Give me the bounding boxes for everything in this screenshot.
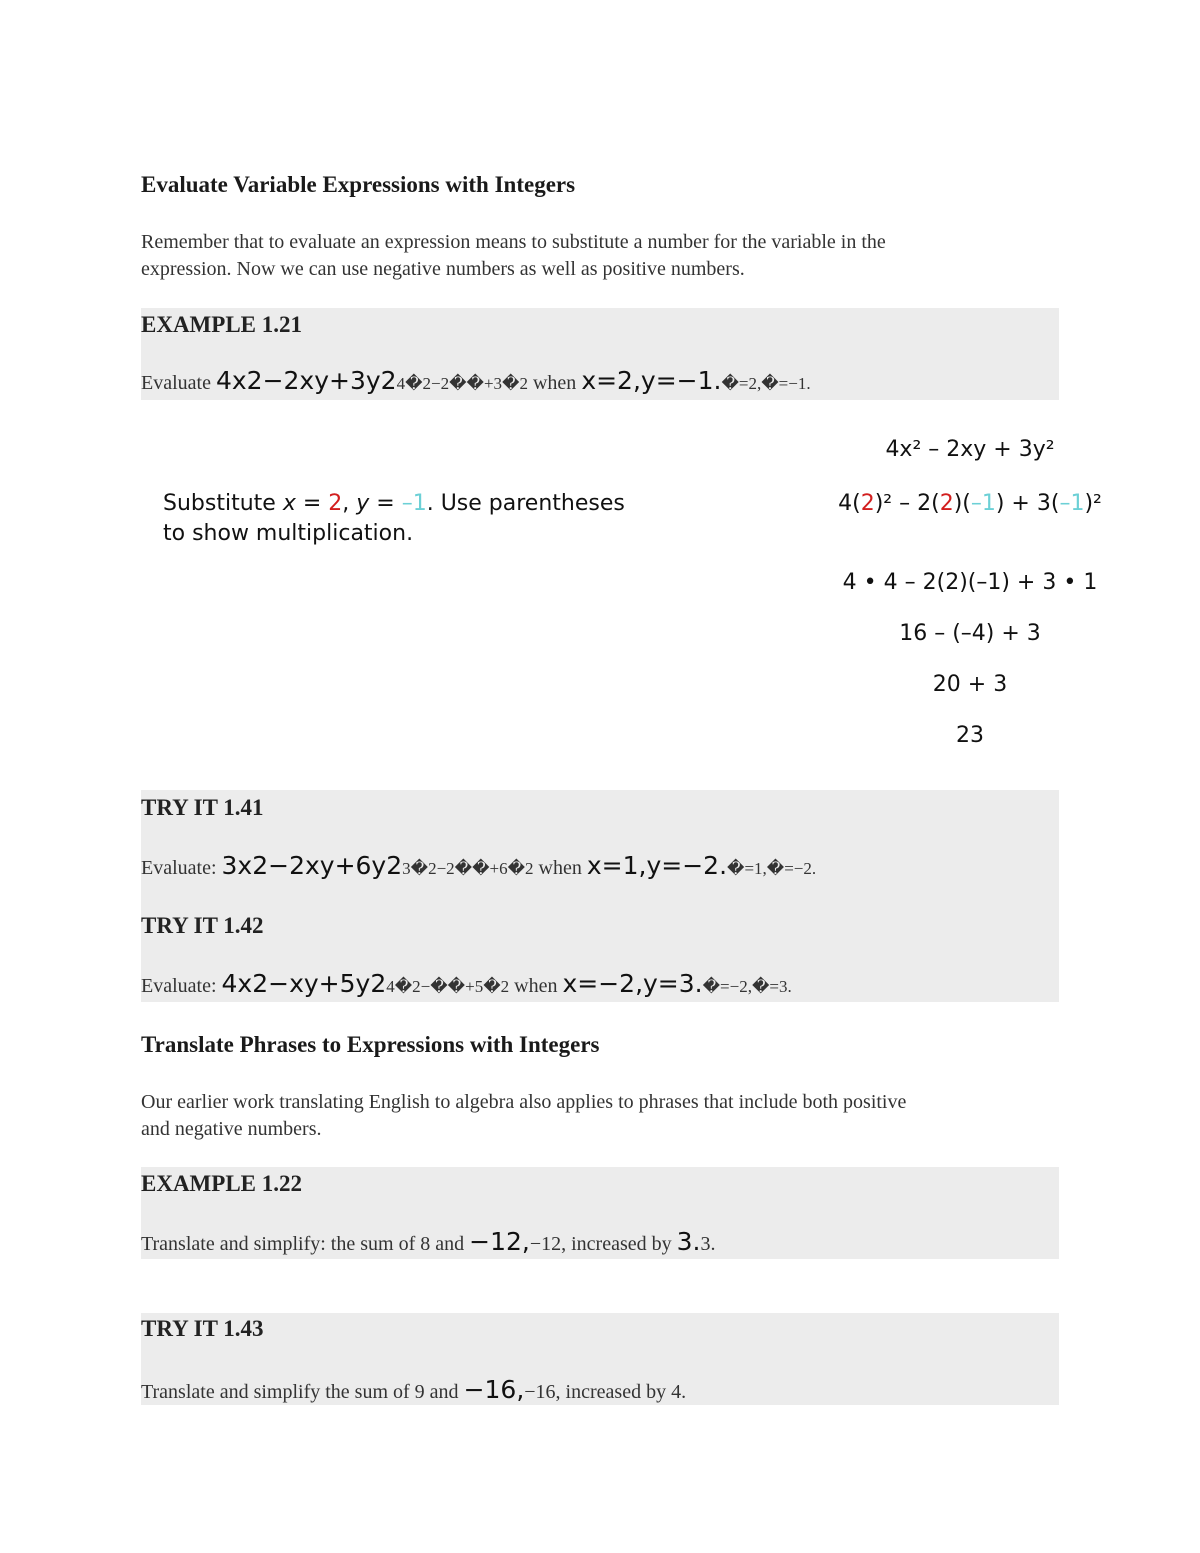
solution-step-1: 4x² – 2xy + 3y²	[885, 437, 1055, 462]
example-box-1-22	[141, 1167, 1059, 1259]
math-condition: x=2,y=−1.	[581, 366, 722, 395]
problem-text: −12, increased by	[529, 1233, 672, 1255]
math-fallback-text: �=1,�=−2.	[727, 859, 817, 878]
problem-text: Translate and simplify the sum of 9 and	[141, 1381, 459, 1403]
problem-text: Translate and simplify: the sum of 8 and	[141, 1233, 465, 1255]
section-intro-translate	[141, 1089, 1041, 1143]
label-text: Substitute	[163, 491, 276, 516]
math-fallback-text: �=2,�=−1.	[721, 374, 811, 393]
tryit-problem	[141, 1375, 686, 1404]
example-box-1-21	[141, 308, 1059, 400]
problem-text: 3.	[700, 1233, 716, 1255]
solution-step-label: Substitute x = 2, y = –1. Use parentheses to show multiplication.	[163, 489, 683, 549]
section-heading-translate: Translate Phrases to Expressions with Integers	[141, 1032, 600, 1057]
tryit-problem	[141, 851, 816, 880]
section-intro-evaluate	[141, 229, 1041, 283]
math-expression: 3x2−2xy+6y2	[221, 851, 403, 880]
solution-step-5: 20 + 3	[932, 672, 1008, 697]
example-problem	[141, 366, 811, 395]
intro-line: Our earlier work translating English to algebra also applies to phrases that include both positive	[141, 1091, 907, 1113]
label-x-value: 2	[328, 491, 343, 516]
tryit-box-1-43	[141, 1313, 1059, 1405]
solution-step-6: 23	[956, 723, 984, 748]
solution-step-4: 16 – (–4) + 3	[899, 621, 1041, 646]
tryit-title: TRY IT 1.42	[141, 913, 264, 938]
math-condition: x=−2,y=3.	[562, 969, 703, 998]
math-value: 3.	[676, 1227, 701, 1256]
math-fallback-text: 3�2−2��+6�2	[402, 859, 534, 878]
intro-line: Remember that to evaluate an expression means to substitute a number for the variable in the	[141, 231, 886, 253]
problem-prefix: Evaluate	[141, 372, 211, 394]
tryit-title: TRY IT 1.41	[141, 795, 264, 820]
tryit-title: TRY IT 1.43	[141, 1316, 264, 1341]
example-title: EXAMPLE 1.21	[141, 312, 302, 337]
label-x: x =	[282, 491, 322, 516]
solution-step-2: 4(2)² – 2(2)(–1) + 3(–1)²	[838, 491, 1102, 516]
math-fallback-text: 4�2−2��+3�2	[396, 374, 528, 393]
tryit-box-1-41-1-42	[141, 790, 1059, 1002]
label-text: . Use parentheses	[426, 491, 625, 516]
math-expression: 4x2−xy+5y2	[221, 969, 387, 998]
math-value: −12,	[469, 1227, 530, 1256]
intro-line: expression. Now we can use negative numbers as well as positive numbers.	[141, 258, 745, 280]
section-heading-evaluate: Evaluate Variable Expressions with Integers	[141, 172, 576, 197]
when-word: when	[538, 857, 582, 879]
math-value: −16,	[463, 1375, 525, 1404]
math-expression: 4x2−2xy+3y2	[215, 366, 397, 395]
example-problem	[141, 1227, 716, 1256]
problem-text: −16, increased by 4.	[524, 1381, 687, 1403]
when-word: when	[514, 975, 558, 997]
problem-prefix: Evaluate:	[141, 857, 217, 879]
intro-line: and negative numbers.	[141, 1118, 322, 1140]
math-condition: x=1,y=−2.	[586, 851, 728, 880]
label-y: y =	[356, 491, 395, 516]
when-word: when	[532, 372, 577, 394]
problem-prefix: Evaluate:	[141, 975, 217, 997]
math-fallback-text: �=−2,�=3.	[702, 977, 792, 996]
math-fallback-text: 4�2−��+5�2	[386, 977, 510, 996]
example-title: EXAMPLE 1.22	[141, 1171, 302, 1196]
solution-step-3: 4 • 4 – 2(2)(–1) + 3 • 1	[842, 570, 1098, 595]
label-line2: to show multiplication.	[163, 521, 414, 546]
tryit-problem	[141, 969, 792, 998]
label-y-value: –1	[401, 491, 427, 516]
